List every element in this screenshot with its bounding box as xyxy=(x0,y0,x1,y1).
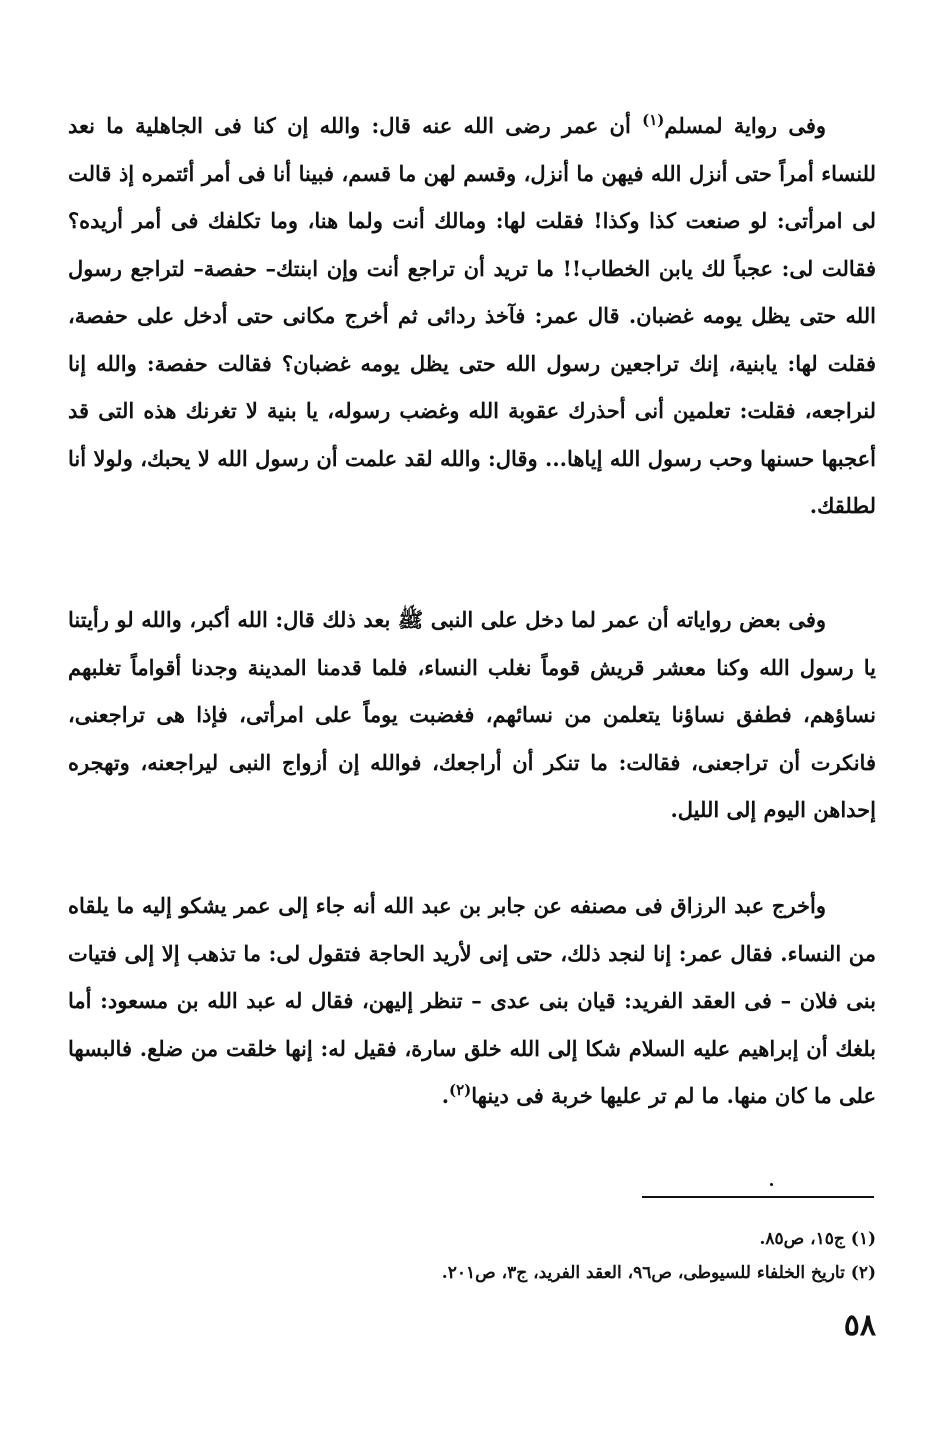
paragraph-1 xyxy=(68,102,876,530)
paragraph-text: وفى رواية لمسلم xyxy=(664,113,827,138)
footnote-2: (٢) تاريخ الخلفاء للسيوطى، ص٩٦، العقد الفريد، ج٣، ص٢٠١. xyxy=(441,1263,876,1283)
paragraph-2 xyxy=(68,596,876,834)
footnotes xyxy=(200,1222,876,1290)
footnote-reference-2: (٢) xyxy=(449,1081,472,1099)
paragraph-text: . xyxy=(441,1083,449,1108)
paragraph-text: وفى بعض رواياته أن عمر لما دخل على النبى ﷺ بعد ذلك قال: الله أكبر، والله لو رأيتنا يا رسول الله وكنا معشر قريش قوماً نغلب النساء، فلما قدمنا المدينة وجدنا أقواماً تغلبهم نساؤهم، فطفق نساؤنا يتعلمن من نسائهم، فغضبت يوماً على امرأتى، فإذا هى تراجعنى، فانكرت أن تراجعنى، فقالت: ما تنكر أن أراجعك، فوالله إن أزواج النبى ليراجعنه، وتهجره إحداهن اليوم إلى الليل. xyxy=(68,607,876,822)
footnote-separator xyxy=(642,1196,874,1198)
footnote-reference-1: (١) xyxy=(642,111,665,129)
paragraph-text: وأخرج عبد الرزاق فى مصنفه عن جابر بن عبد الله أنه جاء إلى عمر يشكو إليه ما يلقاه من النساء. فقال عمر: إنا لنجد ذلك، حتى إنى لأريد الحاجة فتقول لى: ما تذهب إلا إلى فتيات بنى فلان – فى العقد الفريد: قيان بنى عدى – تنظر إليهن، فقال له عبد الله بن مسعود: أما بلغك أن إبراهيم عليه السلام شكا إلى الله خلق سارة، فقيل له: إنها خلقت من ضلع. فالبسها على ما كان منها. ما لم تر عليها خربة فى دينها xyxy=(68,893,876,1108)
footnote-1: (١) ج١٥، ص٨٥. xyxy=(759,1229,876,1249)
footnote-rule-dot xyxy=(770,1183,773,1186)
paragraph-text: أن عمر رضى الله عنه قال: والله إن كنا فى الجاهلية ما نعد للنساء أمراً حتى أنزل الله فيهن ما أنزل، وقسم لهن ما قسم، فبينا أنا فى أمر أئتمره إذ قالت لى امرأتى: لو صنعت كذا وكذا! فقلت لها: ومالك أنت ولما هنا، وما تكلفك فى أمر أريده؟ فقالت لى: عجباً لك يابن الخطاب!! ما تريد أن تراجع أنت وإن ابنتك– حفصة– لتراجع رسول الله حتى يظل يومه غضبان. قال عمر: فآخذ ردائى ثم أخرج مكانى حتى أدخل على حفصة، فقلت لها: يابنية، إنك تراجعين رسول الله حتى يظل يومه غضبان؟ فقالت حفصة: والله إنا لنراجعه، فقلت: تعلمين أنى أحذرك عقوبة الله وغضب رسوله، يا بنية لا تغرنك هذه التى قد أعجبها حسنها وحب رسول الله إياها... وقال: والله لقد علمت أن رسول الله لا يحبك، ولولا أنا لطلقك. xyxy=(68,113,876,518)
paragraph-3 xyxy=(68,882,876,1120)
page-number: ٥٨ xyxy=(843,1308,876,1343)
